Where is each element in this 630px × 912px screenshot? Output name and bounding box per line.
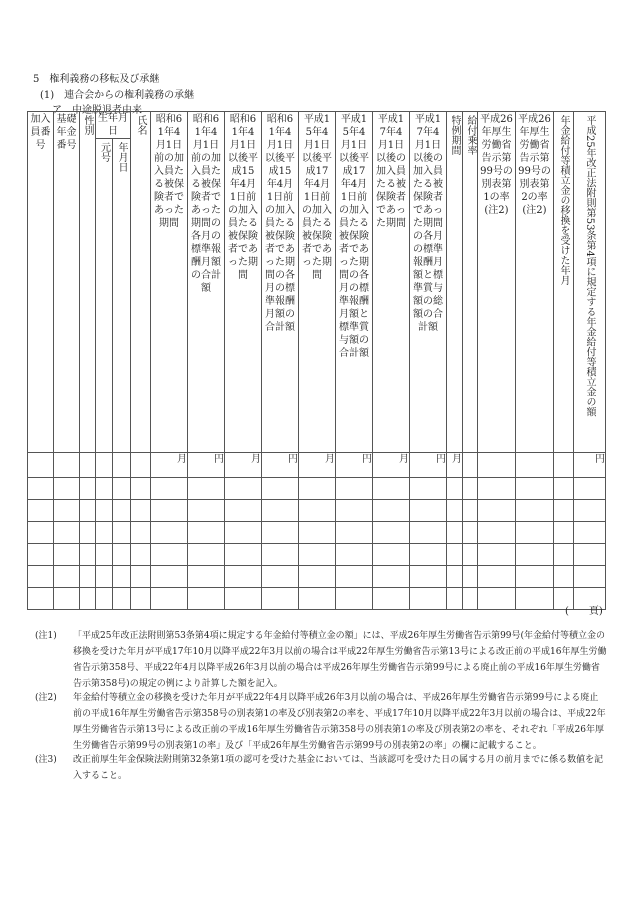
header-birthdate: 生年月日 — [96, 112, 131, 139]
header-col10: 給付乗率 — [463, 112, 478, 453]
header-col12: 平成26年厚生労働省告示第99号の別表第2の率(注2) — [516, 112, 554, 453]
note-label: (注2) — [35, 693, 57, 703]
header-name: 氏名 — [131, 112, 151, 453]
subsection-heading: (1) 連合会からの権利義務の承継 — [40, 90, 195, 101]
header-col6: 平成15年4月1日以後平成17年4月1日前の加入員たる被保険者であった期間の各月の標準報酬月額と標準賞与額の合計額 — [336, 112, 373, 453]
note-text: 改正前厚生年金保険法附則第32条第1項の認可を受けた基金においては、当該認可を受けた日の属する月の前月までに係る数値を記入すること。 — [73, 755, 604, 781]
unit-col5: 月 — [299, 453, 336, 478]
header-gender: 性別 — [80, 112, 96, 453]
unit-col1: 月 — [151, 453, 188, 478]
unit-col14: 円 — [574, 453, 606, 478]
unit-col3: 月 — [225, 453, 262, 478]
header-col1: 昭和61年4月1日前の加入員たる被保険者であった期間 — [151, 112, 188, 453]
note-text: 年金給付等積立金の移換を受けた年月が平成22年4月以降平成26年3月以前の場合は、平成26年厚生労働省告示第99号による廃止前の平成16年厚生労働省告示第358号の別表第1の率及び別表第2の率を、平成17年10月以降平成22年3月以前の場合は、平成22年厚生労働省告示第13号による改正前の平成16年厚生労働省告示第358号の別表第1の率及び別表第2の率を、それぞれ「平成26年厚生労働省告示第99号の別表第1の率」及び「平成26年厚生労働省告示第99号の別表第2の率」の欄に記載すること。 — [73, 693, 606, 751]
note-3 — [35, 752, 607, 784]
unit-col8: 円 — [410, 453, 447, 478]
header-col9: 特例期間 — [447, 112, 463, 453]
note-1 — [35, 628, 607, 692]
header-col13: 年金給付等積立金の移換を受けた年月 — [554, 112, 574, 453]
header-col14: 平成25年改正法附則第53条第4項に規定する年金給付等積立金の額 — [574, 112, 606, 453]
header-col4: 昭和61年4月1日以後平成15年4月1日前の加入員たる被保険者であった期間の各月の標準報酬月額の合計額 — [262, 112, 299, 453]
item-heading: ア 中途脱退者由来 — [52, 105, 142, 116]
table-row — [28, 566, 606, 588]
header-col8: 平成17年4月1日以後の加入員たる被保険者であった期間の各月の標準報酬月額と標準賞与額の総額の合計額 — [410, 112, 447, 453]
header-row — [28, 112, 606, 139]
unit-col9: 月 — [447, 453, 463, 478]
header-col3: 昭和61年4月1日以後平成15年4月1日前の加入員たる被保険者であった期間 — [225, 112, 262, 453]
header-era: 元号 — [96, 139, 113, 453]
table-row — [28, 478, 606, 500]
table-row — [28, 588, 606, 610]
note-text: 「平成25年改正法附則第53条第4項に規定する年金給付等積立金の額」には、平成26年厚生労働省告示第99号(年金給付等積立金の移換を受けた年月が平成17年10月以降平成22年3月以前の場合は平成22年厚生労働省告示第13号による改正前の平成16年厚生労働省告示第358号、平成22年4月以降平成26年3月以前の場合は平成26年厚生労働省告示第99号による廃止前の平成16年厚生労働省告示第358号)の規定の例により計算した額を記入。 — [73, 631, 607, 689]
header-col7: 平成17年4月1日以後の加入員たる被保険者であった期間 — [373, 112, 410, 453]
header-ymd: 年月日 — [113, 139, 131, 453]
unit-col7: 月 — [373, 453, 410, 478]
unit-col6: 円 — [336, 453, 373, 478]
table-row — [28, 544, 606, 566]
section-heading: 5 権利義務の移転及び承継 — [33, 74, 160, 85]
note-2 — [35, 690, 607, 754]
header-pension-no: 基礎年金番号 — [54, 112, 80, 453]
header-col5: 平成15年4月1日以後平成17年4月1日前の加入員たる被保険者であった期間 — [299, 112, 336, 453]
page-number: ( 頁) — [565, 606, 603, 617]
note-label: (注1) — [35, 631, 57, 641]
table-row — [28, 500, 606, 522]
table-row — [28, 522, 606, 544]
unit-col4: 円 — [262, 453, 299, 478]
succession-table — [27, 111, 606, 610]
header-col2: 昭和61年4月1日前の加入員たる被保険者であった期間の各月の標準報酬月額の合計額 — [188, 112, 225, 453]
header-member-no: 加入員番号 — [28, 112, 54, 453]
note-label: (注3) — [35, 755, 57, 765]
unit-row — [28, 453, 606, 478]
header-col11: 平成26年厚生労働省告示第99号の別表第1の率(注2) — [478, 112, 516, 453]
unit-col2: 円 — [188, 453, 225, 478]
